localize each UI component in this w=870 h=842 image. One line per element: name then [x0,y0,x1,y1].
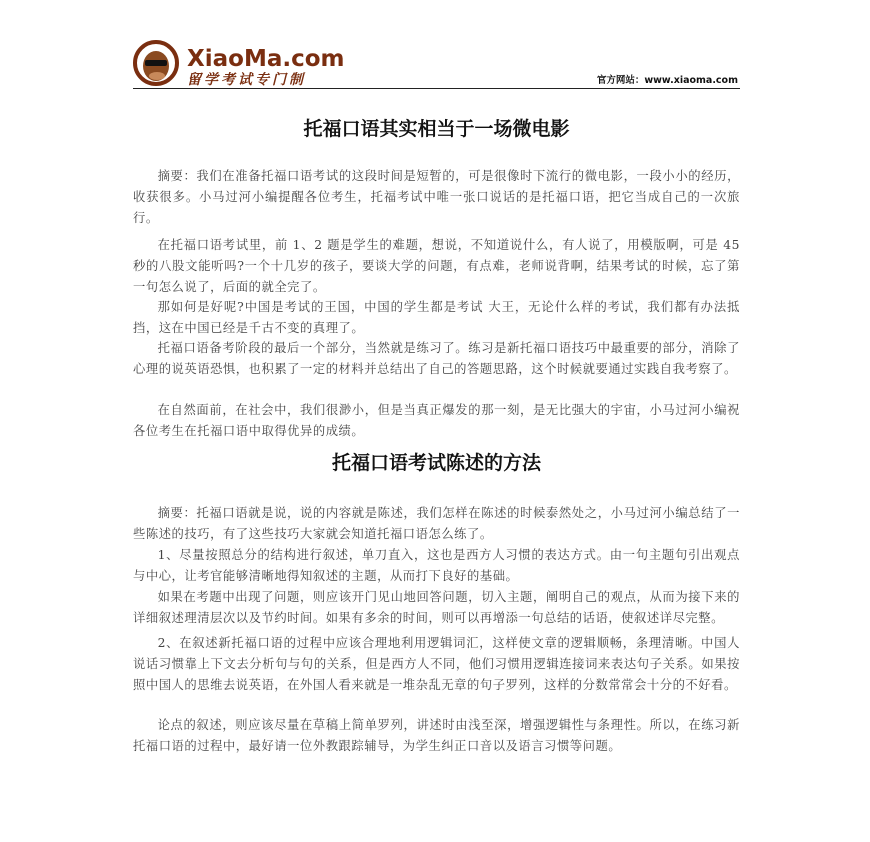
paragraph: 在自然面前，在社会中，我们很渺小，但是当真正爆发的那一刻，是无比强大的宇宙，小马过河小编祝各位考生在托福口语中取得优异的成绩。 [133,403,740,438]
paragraph: 摘要：托福口语就是说，说的内容就是陈述，我们怎样在陈述的时候泰然处之，小马过河小编总结了一些陈述的技巧，有了这些技巧大家就会知道托福口语怎么练了。 [133,506,740,541]
horse-mascot-icon [133,40,363,86]
paragraph: 如果在考题中出现了问题，则应该开门见山地回答问题，切入主题，阐明自己的观点，从而为接下来的详细叙述理清层次以及节约时间。如果有多余的时间，则可以再增添一句总结的话语，使叙述详尽完整。 [133,590,740,625]
xiaoma-logo[interactable] [133,40,363,86]
paragraph: 那如何是好呢?中国是考试的王国，中国的学生都是考试 大王，无论什么样的考试，我们都有办法抵挡，这在中国已经是千古不变的真理了。 [133,300,740,335]
logo-wordmark: XiaoMa.com [187,46,345,72]
article-title-2: 托福口语考试陈述的方法 [331,452,541,474]
paragraph: 1、尽量按照总分的结构进行叙述，单刀直入，这也是西方人习惯的表达方式。由一句主题句引出观点与中心，让考官能够清晰地得知叙述的主题，从而打下良好的基础。 [133,548,740,583]
paragraph: 论点的叙述，则应该尽量在草稿上简单罗列，讲述时由浅至深，增强逻辑性与条理性。所以，在练习新托福口语的过程中，最好请一位外教跟踪辅导，为学生纠正口音以及语言习惯等问题。 [133,718,740,753]
header-divider [133,88,740,89]
paragraph: 托福口语备考阶段的最后一个部分，当然就是练习了。练习是新托福口语技巧中最重要的部分，消除了心理的说英语恐惧，也积累了一定的材料并总结出了自己的答题思路，这个时候就要通过实践自我考察了。 [133,341,740,376]
paragraph: 摘要：我们在准备托福口语考试的这段时间是短暂的，可是很像时下流行的微电影，一段小小的经历，收获很多。小马过河小编提醒各位考生，托福考试中唯一张口说话的是托福口语，把它当成自己的一次旅行。 [133,169,740,225]
paragraph: 在托福口语考试里，前 1、2 题是学生的难题，想说，不知道说什么，有人说了，用模版啊，可是 45 秒的八股文能听吗?一个十几岁的孩子，要谈大学的问题，有点难，老师说背啊，结果考试的时候，忘了第一句怎么说了，后面的就全完了。 [133,238,740,294]
logo-slogan: 留学考试专门制 [187,72,306,86]
paragraph: 2、在叙述新托福口语的过程中应该合理地利用逻辑词汇，这样使文章的逻辑顺畅，条理清晰。中国人说话习惯靠上下文去分析句与句的关系，但是西方人不同，他们习惯用逻辑连接词来表达句子关系。如果按照中国人的思维去说英语，在外国人看来就是一堆杂乱无章的句子罗列，这样的分数常常会十分的不好看。 [133,636,740,692]
official-site-label: 官方网站：www.xiaoma.com [596,75,738,86]
article-title-1: 托福口语其实相当于一场微电影 [303,118,570,140]
